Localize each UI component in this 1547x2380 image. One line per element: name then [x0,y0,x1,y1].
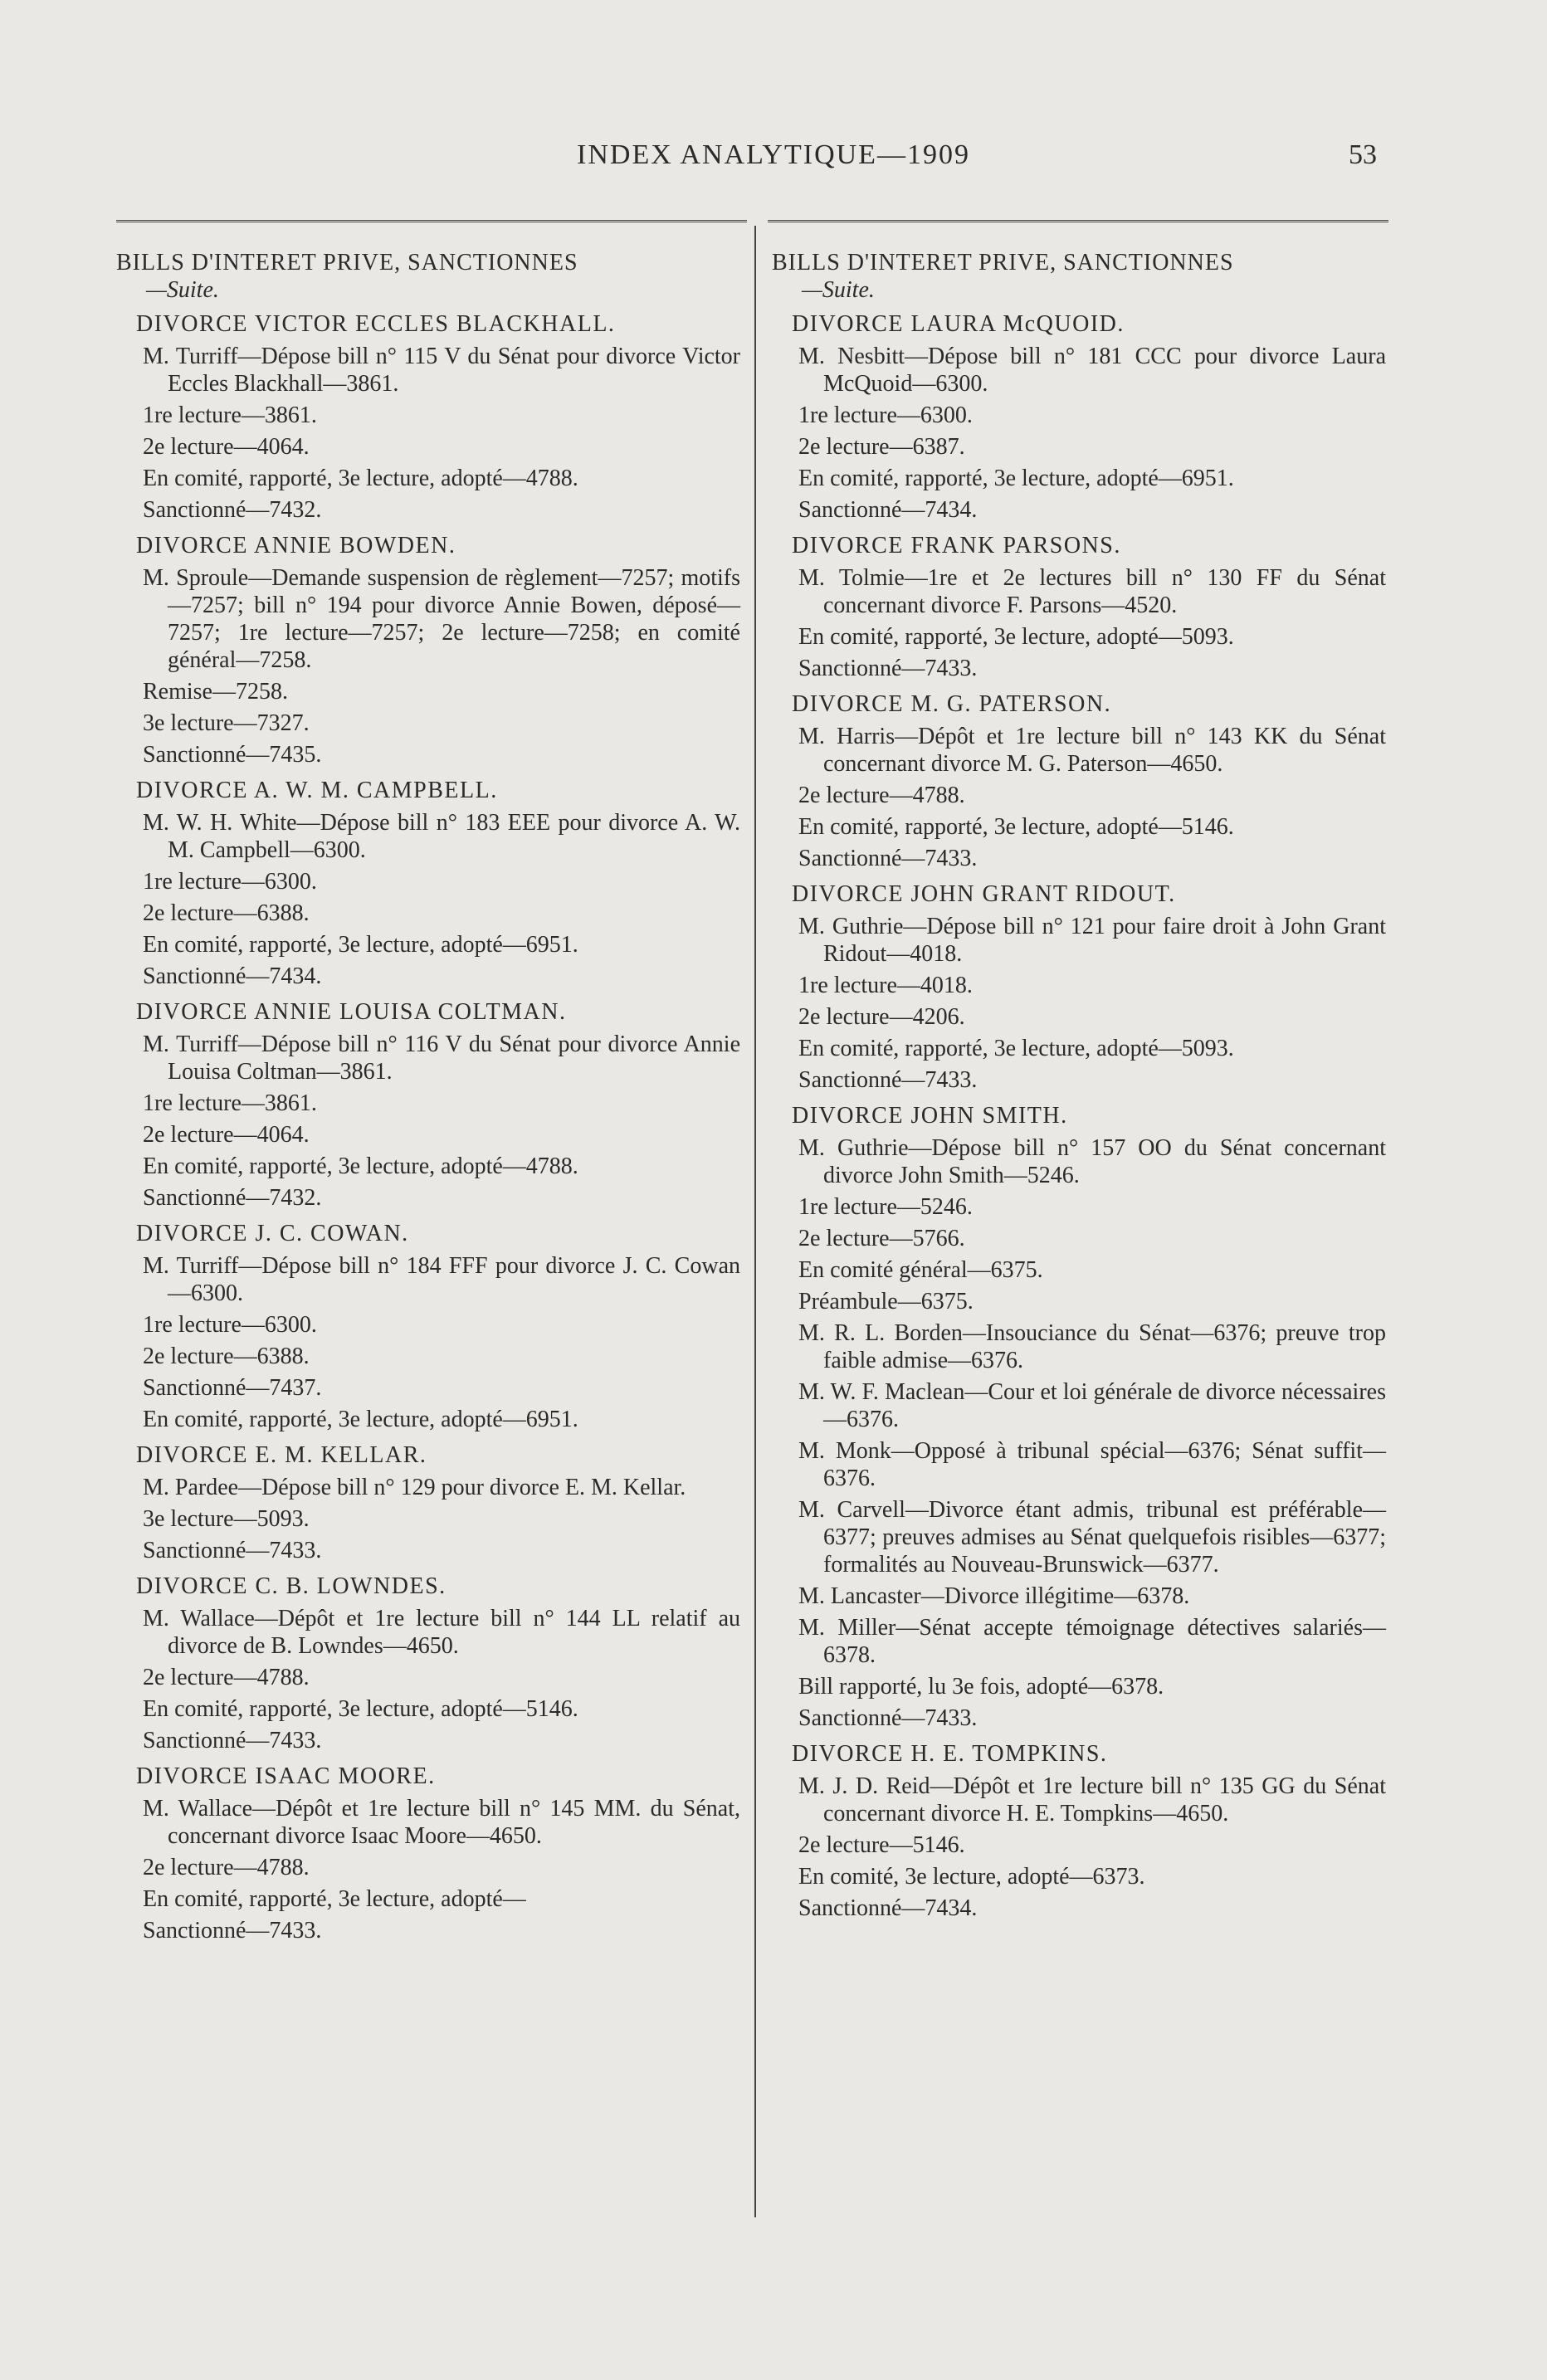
index-entry [116,532,740,768]
entry-list [116,310,740,1944]
index-entry [772,1102,1386,1732]
entry-line: En comité général—6375. [798,1257,1043,1283]
entry-line: 2e lecture—5766. [798,1226,965,1251]
entry-line: Bill rapporté, lu 3e fois, adopté—6378. [798,1674,1164,1700]
entry-line: M. Nesbitt—Dépose bill n° 181 CCC pour divorce Laura McQuoid—6300. [798,344,1386,397]
entry-line: Sanctionné—7433. [143,1728,322,1753]
section-suite: —Suite. [802,277,875,303]
entry-line: M. Wallace—Dépôt et 1re lecture bill n° 145 MM. du Sénat, concernant divorce Isaac Moore—4650. [143,1796,740,1849]
entry-line: 2e lecture—6388. [143,900,310,926]
index-entry [772,880,1386,1094]
entry-line: Sanctionné—7437. [143,1375,322,1401]
entry-line: M. W. F. Maclean—Cour et loi générale de divorce nécessaires—6376. [798,1379,1386,1432]
entry-line: En comité, rapporté, 3e lecture, adopté—6951. [143,932,578,958]
entry-line: 2e lecture—4064. [143,434,310,460]
entry-line: Préambule—6375. [798,1289,974,1314]
entry-title: DIVORCE FRANK PARSONS. [792,533,1121,558]
index-entry [772,1740,1386,1922]
section-heading [772,249,1386,304]
page-header [0,139,1547,181]
entry-title: DIVORCE VICTOR ECCLES BLACKHALL. [136,311,616,337]
entry-line: 2e lecture—4788. [143,1855,310,1880]
section-suite: —Suite. [146,277,219,303]
entry-line: M. Wallace—Dépôt et 1re lecture bill n° 144 LL relatif au divorce de B. Lowndes—4650. [143,1606,740,1659]
section-title: BILLS D'INTERET PRIVE, SANCTIONNES [116,250,578,276]
entry-line: M. W. H. White—Dépose bill n° 183 EEE pour divorce A. W. M. Campbell—6300. [143,810,740,863]
entry-line: En comité, rapporté, 3e lecture, adopté—5093. [798,1036,1234,1061]
running-title: INDEX ANALYTIQUE—1909 [577,139,970,170]
entry-line: Sanctionné—7433. [143,1918,322,1944]
entry-title: DIVORCE C. B. LOWNDES. [136,1573,447,1599]
index-entry [116,1441,740,1564]
header-rule-right [768,220,1388,222]
entry-line: En comité, rapporté, 3e lecture, adopté—5093. [798,624,1234,650]
entry-title: DIVORCE JOHN GRANT RIDOUT. [792,881,1176,907]
index-entry [772,532,1386,682]
entry-line: 1re lecture—6300. [798,402,973,428]
index-entry [116,1763,740,1944]
entry-line: 1re lecture—5246. [798,1194,973,1220]
entry-line: M. Guthrie—Dépose bill n° 121 pour faire droit à John Grant Ridout—4018. [798,914,1386,967]
entry-line: M. Guthrie—Dépose bill n° 157 OO du Sénat concernant divorce John Smith—5246. [798,1135,1386,1188]
entry-line: 2e lecture—5146. [798,1832,965,1858]
section-title: BILLS D'INTERET PRIVE, SANCTIONNES [772,250,1234,276]
entry-title: DIVORCE ANNIE LOUISA COLTMAN. [136,999,567,1025]
entry-line: M. Monk—Opposé à tribunal spécial—6376; Sénat suffit—6376. [798,1438,1386,1491]
entry-list [772,310,1386,1922]
entry-line: Sanctionné—7433. [798,846,978,871]
entry-line: Sanctionné—7434. [798,1895,978,1921]
entry-line: 2e lecture—6388. [143,1344,310,1369]
entry-title: DIVORCE E. M. KELLAR. [136,1442,427,1468]
entry-line: M. Turriff—Dépose bill n° 184 FFF pour divorce J. C. Cowan—6300. [143,1253,740,1306]
entry-line: 2e lecture—4788. [798,783,965,808]
entry-line: En comité, rapporté, 3e lecture, adopté—6951. [798,466,1234,491]
entry-line: Sanctionné—7433. [143,1538,322,1563]
page-number: 53 [1349,139,1377,170]
index-entry [116,777,740,990]
entry-line: 1re lecture—3861. [143,402,317,428]
left-column [116,249,740,1948]
entry-line: Sanctionné—7435. [143,742,322,768]
entry-line: 3e lecture—7327. [143,710,310,736]
entry-line: En comité, 3e lecture, adopté—6373. [798,1864,1145,1890]
entry-line: 2e lecture—4788. [143,1665,310,1690]
entry-line: M. Sproule—Demande suspension de règlement—7257; motifs—7257; bill n° 194 pour divorce Annie Bowen, déposé—7257; 1re lecture—7257; 2e lecture—7258; en comité général—7258. [143,565,740,673]
entry-line: Sanctionné—7433. [798,1705,978,1731]
entry-line: 2e lecture—4206. [798,1004,965,1030]
entry-title: DIVORCE A. W. M. CAMPBELL. [136,778,498,803]
entry-line: M. Miller—Sénat accepte témoignage détectives salariés—6378. [798,1615,1386,1668]
entry-line: Sanctionné—7432. [143,1185,322,1211]
section-heading [116,249,740,304]
index-entry [116,1220,740,1433]
entry-line: M. Tolmie—1re et 2e lectures bill n° 130 FF du Sénat concernant divorce F. Parsons—4520. [798,565,1386,618]
entry-title: DIVORCE H. E. TOMPKINS. [792,1741,1108,1767]
entry-line: M. Turriff—Dépose bill n° 115 V du Sénat pour divorce Victor Eccles Blackhall—3861. [143,344,740,397]
index-entry [772,690,1386,872]
entry-line: M. Carvell—Divorce étant admis, tribunal est préférable—6377; preuves admises au Sénat quelquefois risibles—6377; formalités au Nouveau-Brunswick—6377. [798,1497,1386,1578]
entry-line: 1re lecture—3861. [143,1090,317,1116]
entry-line: En comité, rapporté, 3e lecture, adopté—5146. [798,814,1234,840]
entry-line: En comité, rapporté, 3e lecture, adopté—4788. [143,1153,578,1179]
entry-line: 2e lecture—4064. [143,1122,310,1148]
entry-line: M. R. L. Borden—Insouciance du Sénat—6376; preuve trop faible admise—6376. [798,1320,1386,1373]
entry-line: Remise—7258. [143,679,288,705]
entry-line: Sanctionné—7433. [798,1067,978,1093]
entry-line: 1re lecture—4018. [798,973,973,998]
entry-line: En comité, rapporté, 3e lecture, adopté— [143,1886,526,1912]
entry-line: En comité, rapporté, 3e lecture, adopté—6951. [143,1407,578,1432]
header-rule-left [116,220,747,222]
right-column [772,249,1386,1926]
index-entry [772,310,1386,524]
entry-line: En comité, rapporté, 3e lecture, adopté—4788. [143,466,578,491]
entry-line: Sanctionné—7434. [143,963,322,989]
entry-title: DIVORCE LAURA McQUOID. [792,311,1125,337]
entry-line: 2e lecture—6387. [798,434,965,460]
entry-title: DIVORCE J. C. COWAN. [136,1221,409,1246]
entry-line: 1re lecture—6300. [143,869,317,895]
entry-line: M. J. D. Reid—Dépôt et 1re lecture bill n° 135 GG du Sénat concernant divorce H. E. Tompkins—4650. [798,1773,1386,1826]
entry-line: M. Pardee—Dépose bill n° 129 pour divorce E. M. Kellar. [143,1475,686,1500]
entry-line: 3e lecture—5093. [143,1506,310,1532]
entry-line: En comité, rapporté, 3e lecture, adopté—5146. [143,1696,578,1722]
entry-title: DIVORCE ANNIE BOWDEN. [136,533,456,558]
index-entry [116,998,740,1212]
index-entry [116,1573,740,1754]
entry-line: M. Lancaster—Divorce illégitime—6378. [798,1583,1190,1609]
entry-line: M. Harris—Dépôt et 1re lecture bill n° 143 KK du Sénat concernant divorce M. G. Paterson—4650. [798,724,1386,777]
entry-title: DIVORCE M. G. PATERSON. [792,691,1112,717]
entry-line: Sanctionné—7433. [798,656,978,681]
column-divider [754,226,756,2217]
entry-line: Sanctionné—7432. [143,497,322,523]
index-entry [116,310,740,524]
entry-line: M. Turriff—Dépose bill n° 116 V du Sénat pour divorce Annie Louisa Coltman—3861. [143,1031,740,1085]
entry-title: DIVORCE ISAAC MOORE. [136,1763,436,1789]
entry-line: Sanctionné—7434. [798,497,978,523]
entry-title: DIVORCE JOHN SMITH. [792,1103,1068,1129]
entry-line: 1re lecture—6300. [143,1312,317,1338]
